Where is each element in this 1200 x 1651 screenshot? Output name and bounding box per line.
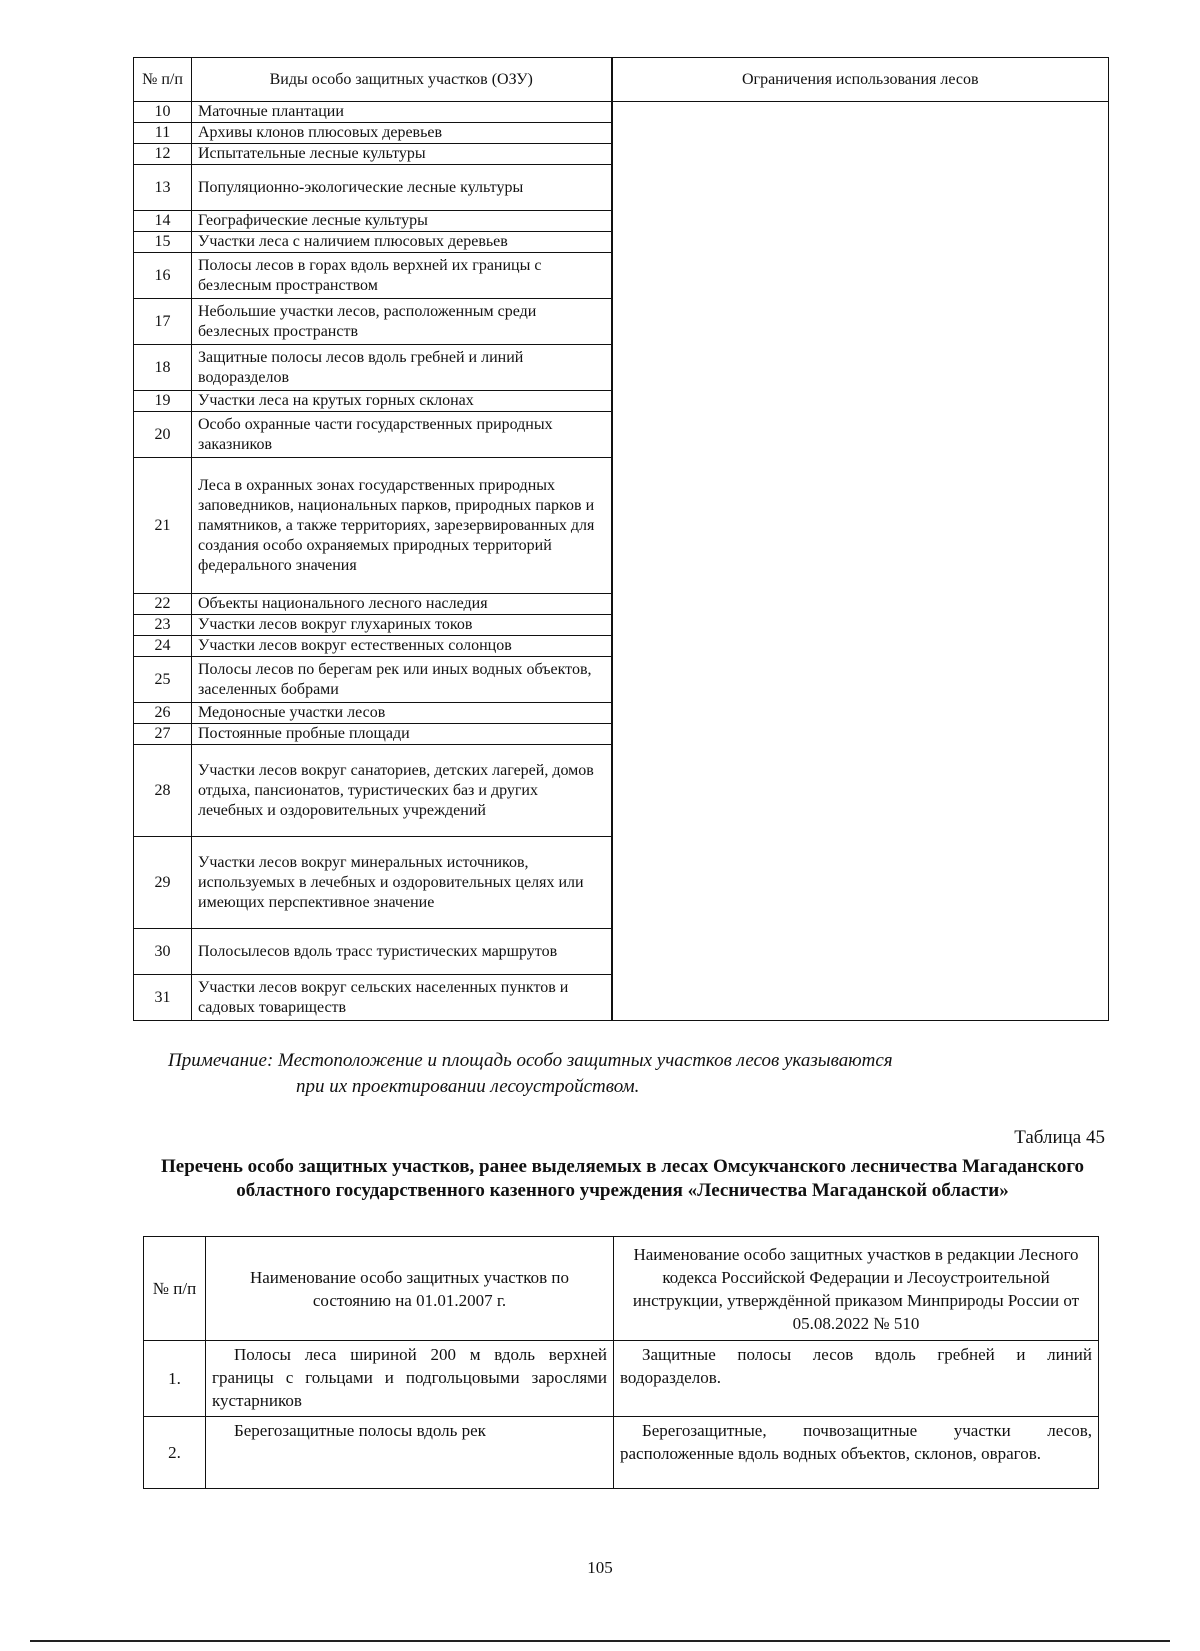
ozu-type-name: Полосы лесов в горах вдоль верхней их границы с безлесным пространством: [192, 253, 612, 299]
bottom-divider: [30, 1640, 1170, 1642]
new-name-cell: Берегозащитные, почвозащитные участки лесов, расположенные вдоль водных объектов, склонов, оврагов.: [614, 1417, 1099, 1489]
ozu-type-name: Участки леса с наличием плюсовых деревьев: [192, 232, 612, 253]
note-line-2: при их проектировании лесоустройством.: [296, 1076, 640, 1097]
row-number: 12: [134, 144, 192, 165]
row-number: 2.: [144, 1417, 206, 1489]
row-number: 15: [134, 232, 192, 253]
ozu-type-name: Маточные плантации: [192, 102, 612, 123]
new-name-cell: Защитные полосы лесов вдоль гребней и линий водоразделов.: [614, 1341, 1099, 1417]
ozu-type-name: Участки леса на крутых горных склонах: [192, 391, 612, 412]
ozu-type-name: Популяционно-экологические лесные культуры: [192, 165, 612, 211]
row-number: 30: [134, 929, 192, 975]
row-number: 22: [134, 594, 192, 615]
ozu-types-table: [133, 57, 1109, 1021]
header-num: № п/п: [134, 58, 192, 102]
row-number: 29: [134, 837, 192, 929]
page-number: 105: [587, 1558, 613, 1577]
row-number: 26: [134, 703, 192, 724]
ozu-type-name: Постоянные пробные площади: [192, 724, 612, 745]
ozu-type-name: Участки лесов вокруг сельских населенных пунктов и садовых товариществ: [192, 975, 612, 1021]
table-header-row: [144, 1237, 1099, 1341]
header-old-name: Наименование особо защитных участков по состоянию на 01.01.2007 г.: [206, 1237, 614, 1341]
table-row: [144, 1341, 1099, 1417]
table-row: [144, 1417, 1099, 1489]
table-label: Таблица 45: [1014, 1127, 1105, 1148]
table-note: [168, 1048, 1088, 1100]
table-row: [134, 102, 1109, 123]
row-number: 19: [134, 391, 192, 412]
ozu-type-name: Защитные полосы лесов вдоль гребней и линий водоразделов: [192, 345, 612, 391]
row-number: 17: [134, 299, 192, 345]
ozu-type-name: Леса в охранных зонах государственных природных заповедников, национальных парков, природных парков и памятников, а также территориях, зарезервированных для создания особо охраняемых природных территорий федерального значения: [192, 458, 612, 594]
row-number: 1.: [144, 1341, 206, 1417]
ozu-type-name: Участки лесов вокруг санаториев, детских лагерей, домов отдыха, пансионатов, туристических баз и других лечебных и оздоровительных учреждений: [192, 745, 612, 837]
ozu-type-name: Географические лесные культуры: [192, 211, 612, 232]
ozu-type-name: Полосылесов вдоль трасс туристических маршрутов: [192, 929, 612, 975]
row-number: 14: [134, 211, 192, 232]
row-number: 11: [134, 123, 192, 144]
old-name-cell: Берегозащитные полосы вдоль рек: [206, 1417, 614, 1489]
ozu-type-name: Объекты национального лесного наследия: [192, 594, 612, 615]
ozu-type-name: Архивы клонов плюсовых деревьев: [192, 123, 612, 144]
row-number: 31: [134, 975, 192, 1021]
header-new-name: Наименование особо защитных участков в редакции Лесного кодекса Российской Федерации и Лесоустроительной инструкции, утверждённой приказом Минприроды России от 05.08.2022 № 510: [614, 1237, 1099, 1341]
row-number: 27: [134, 724, 192, 745]
row-number: 13: [134, 165, 192, 211]
row-number: 10: [134, 102, 192, 123]
note-line-1: Примечание: Местоположение и площадь особо защитных участков лесов указываются: [168, 1050, 893, 1071]
table-title: Перечень особо защитных участков, ранее выделяемых в лесах Омсукчанского лесничества Магаданского областного государственного казенного учреждения «Лесничества Магаданской области»: [161, 1156, 1084, 1201]
ozu-type-name: Участки лесов вокруг минеральных источников, используемых в лечебных и оздоровительных целях или имеющих перспективное значение: [192, 837, 612, 929]
ozu-type-name: Участки лесов вокруг глухариных токов: [192, 615, 612, 636]
restrictions-cell: [612, 102, 1109, 1021]
row-number: 28: [134, 745, 192, 837]
ozu-type-name: Полосы лесов по берегам рек или иных водных объектов, заселенных бобрами: [192, 657, 612, 703]
header-restrictions: Ограничения использования лесов: [612, 58, 1109, 102]
row-number: 21: [134, 458, 192, 594]
row-number: 23: [134, 615, 192, 636]
table-header-row: [134, 58, 1109, 102]
row-number: 16: [134, 253, 192, 299]
ozu-type-name: Особо охранные части государственных природных заказников: [192, 412, 612, 458]
row-number: 18: [134, 345, 192, 391]
row-number: 25: [134, 657, 192, 703]
ozu-type-name: Испытательные лесные культуры: [192, 144, 612, 165]
row-number: 20: [134, 412, 192, 458]
header-ozu-type: Виды особо защитных участков (ОЗУ): [192, 58, 612, 102]
ozu-type-name: Участки лесов вокруг естественных солонцов: [192, 636, 612, 657]
ozu-type-name: Медоносные участки лесов: [192, 703, 612, 724]
row-number: 24: [134, 636, 192, 657]
ozu-type-name: Небольшие участки лесов, расположенным среди безлесных пространств: [192, 299, 612, 345]
header-num: № п/п: [144, 1237, 206, 1341]
old-name-cell: Полосы леса шириной 200 м вдоль верхней границы с гольцами и подгольцовыми зарослями кустарников: [206, 1341, 614, 1417]
former-ozu-table: [143, 1236, 1099, 1489]
